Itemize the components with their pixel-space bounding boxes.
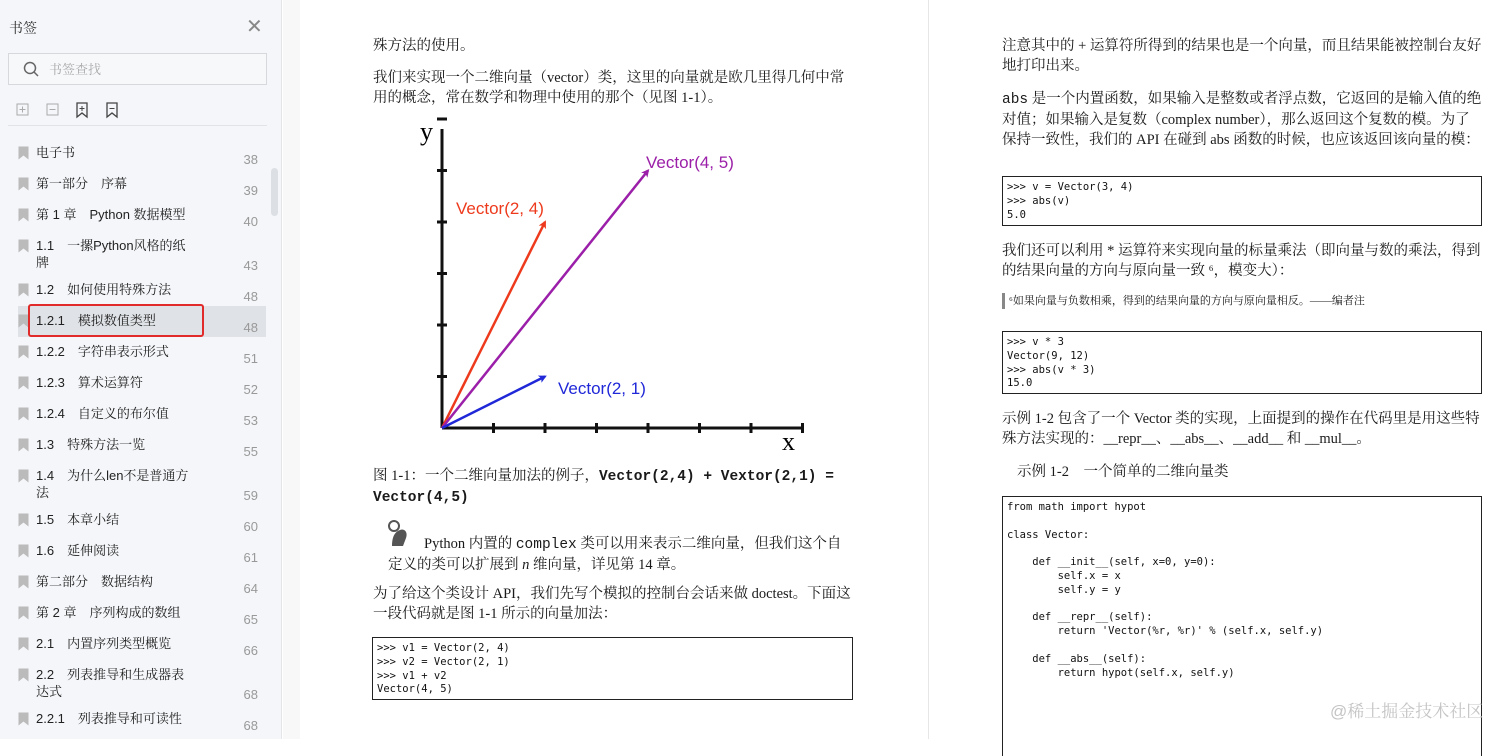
splitter[interactable] (283, 0, 300, 739)
bookmark-item[interactable] (18, 337, 266, 368)
code-block: from math import hypot class Vector: def __init__(self, x=0, y=0): self.x = x self.y = y def __repr__(self): return 'Vector(%r, %r)' % (self.x, self.y) def __abs__(self): return hypot(self.x, self.y) (1002, 496, 1482, 756)
y-axis-label: y (420, 117, 433, 146)
expand-all-icon[interactable] (14, 101, 30, 119)
divider (8, 125, 267, 126)
bookmark-page: 65 (243, 612, 258, 627)
paragraph: 我们还可以利用 * 运算符来实现向量的标量乘法（即向量与数的乘法，得到的结果向量的方向与原向量一致 ⁶，模变大）： (1002, 243, 1481, 279)
code-block: >>> v1 = Vector(2, 4) >>> v2 = Vector(2, 1) >>> v1 + v2 Vector(4, 5) (372, 637, 853, 700)
vector-figure (400, 110, 820, 460)
tip-text: 维向量，详见第 14 章。 (529, 557, 686, 573)
bookmark-page: 68 (243, 718, 258, 733)
bookmark-label: 1.5 本章小结 (36, 512, 120, 527)
tip-text: Python 内置的 (424, 536, 516, 552)
vector-label: Vector(4, 5) (646, 153, 734, 172)
bookmark-icon (18, 575, 29, 589)
example-title: 示例 1-2 一个简单的二维向量类 (1017, 464, 1229, 480)
bookmark-item[interactable] (18, 138, 266, 169)
bookmark-icon (18, 146, 29, 160)
paragraph-text: 是一个内置函数，如果输入是整数或者浮点数，它返回的是输入值的绝对值；如果输入是复数（complex number），那么返回这个复数的模。为了保持一致性，我们的 API 在碰到 abs 函数的时候，也应该返回该向量的模： (1002, 91, 1482, 148)
bookmark-label: 1.2.2 字符串表示形式 (36, 344, 169, 359)
bookmark-item[interactable] (18, 536, 266, 567)
bookmark-icon (18, 712, 29, 726)
bookmark-item[interactable] (18, 598, 266, 629)
bookmark-item[interactable] (18, 629, 266, 660)
bookmark-icon (18, 345, 29, 359)
paragraph: 示例 1-2 包含了一个 Vector 类的实现，上面提到的操作在代码里是用这些特殊方法实现的：__repr__、__abs__、__add__ 和 __mul__。 (1002, 411, 1480, 447)
bookmark-page: 40 (243, 214, 258, 229)
bookmark-icon (18, 469, 29, 483)
page-separator (928, 0, 929, 739)
bookmark-item[interactable] (18, 200, 266, 231)
bookmark-icon (18, 208, 29, 222)
bookmark-icon (18, 407, 29, 421)
tip-code: complex (515, 537, 577, 553)
bookmark-page: 68 (243, 687, 258, 702)
bookmark-page: 66 (243, 643, 258, 658)
code-block: >>> v * 3 Vector(9, 12) >>> abs(v * 3) 15.0 (1002, 331, 1482, 394)
watermark: @稀土掘金技术社区 (1330, 702, 1484, 721)
bookmark-icon (18, 239, 29, 253)
bookmark-page: 43 (243, 258, 258, 273)
bookmark-item[interactable] (18, 231, 266, 275)
footnote: ⁶如果向量与负数相乘，得到的结果向量的方向与原向量相反。——编者注 (1002, 293, 1365, 309)
add-bookmark-icon[interactable] (74, 101, 90, 119)
bookmark-page: 61 (243, 550, 258, 565)
bookmark-label: 1.3 特殊方法一览 (36, 437, 146, 452)
bookmark-label: 电子书 (36, 145, 76, 160)
bookmark-label: 1.2.3 算术运算符 (36, 375, 143, 390)
bookmark-page: 53 (243, 413, 258, 428)
bookmark-icon (18, 283, 29, 297)
bookmark-page: 51 (243, 351, 258, 366)
bookmark-label: 1.1 一摞Python风格的纸 牌 (36, 238, 186, 270)
bookmark-label: 第二部分 数据结构 (36, 574, 154, 589)
bookmark-page: 59 (243, 488, 258, 503)
remove-bookmark-icon[interactable] (104, 101, 120, 119)
figure-caption (373, 466, 853, 508)
tip-n: n (522, 557, 530, 573)
bookmark-page: 48 (243, 320, 258, 335)
bookmark-label: 2.1 内置序列类型概览 (36, 636, 172, 651)
paragraph: 殊方法的使用。 (373, 38, 475, 54)
bookmark-item[interactable] (18, 567, 266, 598)
bookmark-label: 1.2.1 模拟数值类型 (36, 313, 156, 328)
paragraph: 注意其中的 + 运算符所得到的结果也是一个向量，而且结果能被控制台友好地打印出来。 (1002, 38, 1482, 74)
bookmark-item[interactable] (18, 368, 266, 399)
bookmark-item[interactable] (18, 169, 266, 200)
bookmark-page: 60 (243, 519, 258, 534)
tip-text: 类可以用来表示二维向量，但我们这个自定义的类可以扩展到 (388, 536, 842, 573)
bookmark-icon (18, 668, 29, 682)
vector-label: Vector(2, 4) (456, 199, 544, 218)
bookmark-label: 第一部分 序幕 (36, 176, 128, 191)
bookmark-search[interactable] (8, 53, 267, 85)
collapse-all-icon[interactable] (44, 101, 60, 119)
bookmark-search-input[interactable] (49, 62, 249, 77)
bookmark-label: 第 2 章 序列构成的数组 (36, 605, 181, 620)
bookmark-icon (18, 637, 29, 651)
bookmark-icon (18, 438, 29, 452)
paragraph (1002, 89, 1482, 150)
x-axis-label: x (782, 427, 795, 456)
tip-paragraph (388, 534, 848, 575)
bookmark-label: 1.6 延伸阅读 (36, 543, 120, 558)
bookmark-icon (18, 376, 29, 390)
bookmark-item[interactable] (18, 461, 266, 505)
inline-code: abs (1002, 92, 1029, 108)
bookmark-icon (18, 513, 29, 527)
paragraph: 我们来实现一个二维向量（vector）类，这里的向量就是欧几里得几何中常用的概念，常在数学和物理中使用的那个（见图 1-1）。 (373, 70, 845, 106)
bookmark-page: 52 (243, 382, 258, 397)
bookmark-item[interactable] (18, 660, 266, 704)
bookmark-label: 2.2 列表推导和生成器表 达式 (36, 667, 185, 699)
bookmark-icon (18, 544, 29, 558)
bookmark-icon (18, 606, 29, 620)
bookmark-item[interactable] (18, 430, 266, 461)
bookmark-item[interactable] (18, 399, 266, 430)
highlight-box (28, 304, 204, 337)
close-icon[interactable]: ✕ (246, 14, 263, 38)
bookmark-item[interactable] (18, 505, 266, 536)
bookmark-sidebar (0, 0, 282, 739)
bookmark-page: 55 (243, 444, 258, 459)
bookmark-item[interactable] (18, 306, 266, 337)
bookmark-page: 48 (243, 289, 258, 304)
paragraph: 为了给这个类设计 API，我们先写个模拟的控制台会话来做 doctest。下面这一段代码就是图 1-1 所示的向量加法： (373, 586, 851, 622)
sidebar-title: 书签 (9, 20, 37, 36)
bookmark-page: 64 (243, 581, 258, 596)
bookmark-list (18, 138, 266, 735)
vector-label: Vector(2, 1) (558, 379, 646, 398)
bookmark-icon (18, 177, 29, 191)
bookmark-page: 39 (243, 183, 258, 198)
bookmark-item[interactable] (18, 704, 266, 735)
bookmark-label: 2.2.1 列表推导和可读性 (36, 711, 182, 726)
bookmark-page: 38 (243, 152, 258, 167)
vector-arrow (442, 222, 545, 428)
code-block: >>> v = Vector(3, 4) >>> abs(v) 5.0 (1002, 176, 1482, 226)
sidebar-scrollbar[interactable] (271, 168, 278, 216)
bookmark-item[interactable] (18, 275, 266, 306)
bookmark-label: 第 1 章 Python 数据模型 (36, 207, 186, 222)
vector-arrow (442, 377, 545, 429)
bookmark-label: 1.4 为什么len不是普通方 法 (36, 468, 189, 500)
search-icon (23, 61, 39, 77)
caption-code: Vector(2,4) + Vextor(2,1) = Vector(4,5) (373, 469, 834, 506)
caption-text: 图 1-1：一个二维向量加法的例子， (373, 468, 599, 484)
bookmark-label: 1.2 如何使用特殊方法 (36, 282, 172, 297)
bookmark-label: 1.2.4 自定义的布尔值 (36, 406, 169, 421)
